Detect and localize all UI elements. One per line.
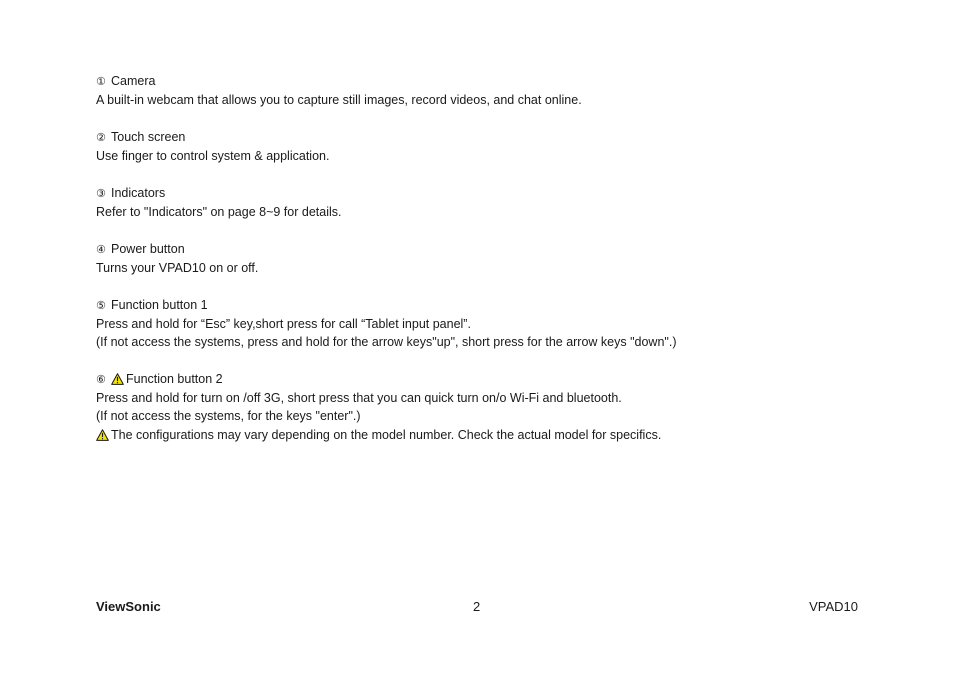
warning-note [96, 426, 896, 444]
section-number: ① [96, 76, 106, 88]
section-title: Touch screen [111, 129, 186, 144]
footer-model: VPAD10 [809, 599, 858, 614]
section-heading [96, 128, 896, 147]
footer-brand: ViewSonic [96, 599, 161, 614]
section-title: Function button 2 [126, 371, 223, 386]
warning-triangle-icon [111, 373, 124, 385]
section-touch-screen [96, 128, 896, 166]
section-heading [96, 296, 896, 315]
section-number: ⑤ [96, 299, 106, 312]
section-description: Press and hold for “Esc” key,short press for call “Tablet input panel”. [96, 316, 471, 331]
section-description: A built-in webcam that allows you to capture still images, record videos, and chat online. [96, 93, 582, 108]
warning-triangle-icon [96, 429, 109, 441]
section-heading [96, 370, 896, 389]
section-power-button [96, 240, 896, 278]
section-title: Camera [111, 74, 156, 88]
section-description: Turns your VPAD10 on or off. [96, 260, 259, 275]
section-camera [96, 72, 896, 110]
section-description: Press and hold for turn on /off 3G, short press that you can quick turn on/o Wi-Fi and bluetooth. [96, 391, 622, 406]
section-description: Refer to "Indicators" on page 8~9 for details. [96, 205, 342, 220]
section-number: ⑥ [96, 373, 106, 386]
section-description: (If not access the systems, for the keys "enter".) [96, 409, 361, 424]
section-heading [96, 72, 896, 91]
section-function-button-2 [96, 370, 896, 444]
section-number: ④ [96, 243, 106, 256]
manual-content [96, 72, 896, 462]
section-function-button-1 [96, 296, 896, 352]
section-indicators [96, 184, 896, 222]
section-heading [96, 184, 896, 203]
section-number: ③ [96, 187, 106, 200]
section-title: Indicators [111, 185, 166, 200]
section-heading [96, 240, 896, 259]
section-description: (If not access the systems, press and hold for the arrow keys"up", short press for the arrow keys "down".) [96, 335, 677, 350]
section-title: Function button 1 [111, 297, 208, 312]
page-footer [96, 599, 858, 619]
section-number: ② [96, 131, 106, 144]
footer-page-number: 2 [473, 599, 481, 614]
section-description: Use finger to control system & application. [96, 149, 330, 164]
section-title: Power button [111, 241, 185, 256]
warning-note-text: The configurations may vary depending on the model number. Check the actual model for specifics. [111, 427, 662, 442]
